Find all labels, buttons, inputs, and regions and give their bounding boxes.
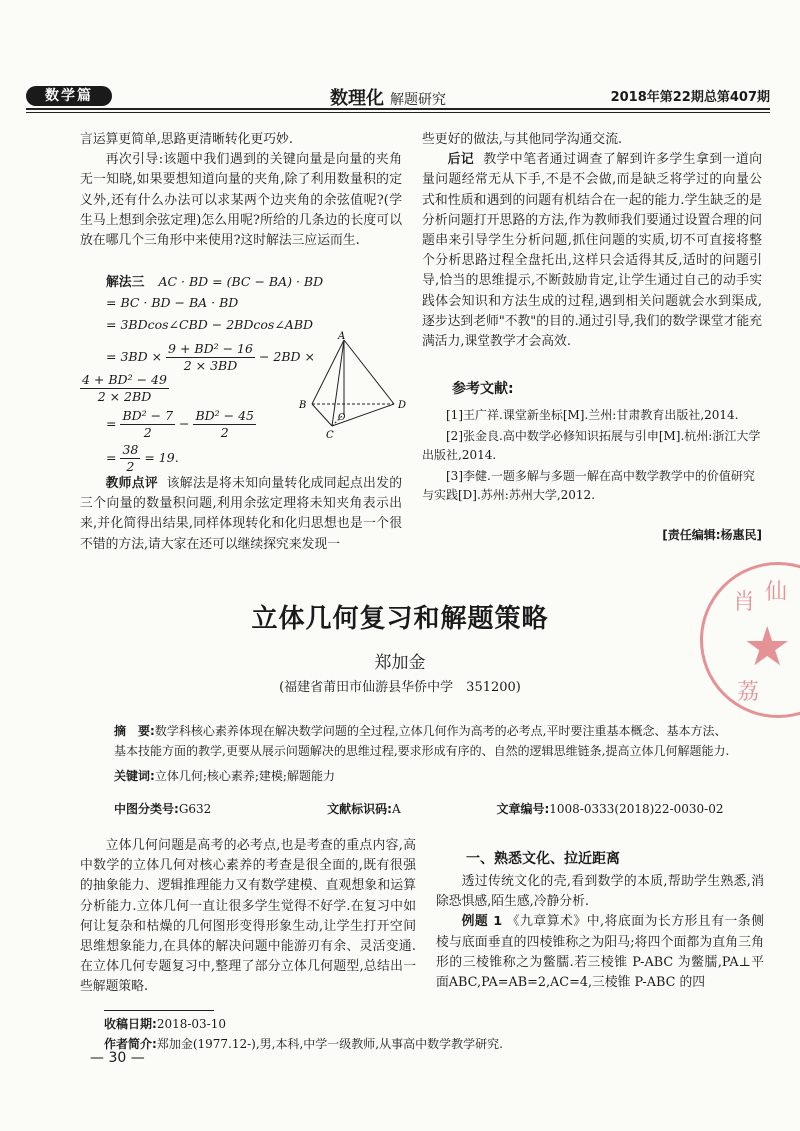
stamp-star-icon: ★ — [743, 615, 792, 678]
eq6-frac2 — [193, 408, 256, 441]
example-text: 《九章算术》中,将底面为长方形且有一条侧棱与底面垂直的四棱锥称之为阳马;将四个面都为直角三角形的三棱锥称之为鳖臑.若三棱锥 P-ABC 为鳖臑,PA⊥平面ABC,PA=AB=2,AC=4,三棱锥 P-ABC 的四 — [436, 914, 765, 991]
clc-value: G632 — [178, 802, 212, 816]
eq4-num: 9 + BD² − 16 — [168, 341, 253, 356]
stamp-char-2: 仙 — [765, 580, 788, 605]
label-A: A — [338, 331, 346, 342]
bio-label: 作者简介: — [104, 1037, 157, 1051]
classification-line — [114, 800, 754, 817]
section-1-body — [436, 872, 764, 993]
right-column-top — [422, 130, 762, 352]
brand-sub: 解题研究 — [390, 92, 446, 108]
eq6-num2: BD² − 45 — [195, 408, 255, 423]
ref-item-1: [1]王广祥.课堂新坐标[M].兰州:甘肃教育出版社,2014. — [446, 408, 739, 422]
right-p1: 些更好的做法,与其他同学沟通交流. — [422, 132, 623, 147]
left-p1: 言运算更简单,思路更清晰转化更巧妙. — [80, 132, 293, 147]
example-label: 例题 1 — [461, 914, 503, 930]
postscript-text: 教学中笔者通过调查了解到许多学生拿到一道向量问题经常无从下手,不是不会做,而是缺乏将学过的向量公式和性质和遇到的问题有机结合在一起的能力.学生缺乏的是分析问题打开思路的方法,作为教师我们要通过设置合理的问题串来引导学生分析问题,抓住问题的实质,切不可直接将整个分析思路过程全盘托出,这样只会适得其反,适时的问题引导,恰当的思维提示,不断鼓励肯定,让学生通过自己的动手实践体会知识和方法生成的过程,遇到相关问题就会水到渠成,逐步达到老师"不教"的目的.通过引导,我们的数学课堂才能充满活力,课堂教学才会高效. — [422, 152, 763, 350]
eq5-num: 4 + BD² − 49 — [82, 372, 167, 387]
received-label: 收稿日期: — [104, 1017, 157, 1031]
eq-line-2: = BC · BD − BA · BD — [106, 295, 239, 310]
eq-line-1: AC · BD = (BC − BA) · BD — [158, 274, 324, 289]
eq5-den: 2 × 2BD — [97, 389, 152, 404]
eq7-num: 38 — [122, 442, 139, 457]
artno-label: 文章编号: — [496, 802, 550, 816]
intro-text: 立体几何问题是高考的必考点,也是考查的重点内容,高中数学的立体几何对核心素养的考查是很全面的,既有很强的抽象能力、逻辑推理能力又有数学建模、直观想象和运算分析能力.立体几何一直让很多学生觉得不好学.在复习中如何让复杂和枯燥的几何图形变得形象生动,让学生打开空间思维想象能力,在具体的解决问题中能游刃有余、灵活变通.在立体几何专题复习中,整理了部分立体几何题型,总结出一些解题策略. — [80, 838, 416, 995]
teacher-text: 该解法是将未知向量转化成同起点出发的三个向量的数量积问题,利用余弦定理将未知夹角表示出来,并化简得出结果,同样体现转化和化归思想也是一个很不错的方法,请大家在还可以继续探究来发现一 — [80, 476, 403, 552]
header-rule — [26, 108, 770, 110]
eq4-den: 2 × 3BD — [183, 358, 238, 373]
tetrahedron-figure — [290, 330, 410, 442]
eq7-den: 2 — [126, 459, 135, 474]
abstract-label: 摘 要: — [114, 724, 155, 738]
footnote-rule — [104, 1010, 214, 1011]
keywords-text: 立体几何;核心素养;建模;解题能力 — [154, 769, 335, 783]
eq-line-6: = $\frac{\text{BD² − 7}}{2}$ − $\frac{\text{BD² − 45}}{2}$ — [106, 408, 255, 440]
eq6-den1: 2 — [143, 425, 152, 440]
abstract-block — [114, 722, 734, 787]
label-O: O — [338, 413, 346, 423]
clc-label: 中图分类号: — [114, 802, 179, 816]
footnotes — [104, 1014, 764, 1054]
bio-value: 郑加金(1977.12-),男,本科,中学一级教师,从事高中数学教学研究. — [156, 1037, 503, 1051]
method3-label: 解法三 — [106, 275, 145, 290]
artno-value: 1008-0333(2018)22-0030-02 — [549, 802, 724, 816]
intro-paragraph — [80, 836, 416, 998]
eq4-suffix: − 2BD × — [258, 349, 316, 364]
eq6-num1: BD² − 7 — [122, 408, 174, 423]
label-C: C — [326, 430, 334, 441]
teacher-comment — [80, 474, 402, 555]
eq-line-3: = 3BDcos∠CBD − 2BDcos∠ABD — [106, 317, 314, 332]
stamp-char-3: 荔 — [737, 680, 760, 705]
issue-info: 2018年第22期总第407期 — [610, 90, 770, 105]
eq4-frac — [166, 341, 255, 374]
article-author: 郑加金 — [374, 653, 426, 673]
journal-brand — [330, 84, 446, 110]
stamp-char-1: 肖 — [733, 590, 756, 615]
left-p2: 再次引导:该题中我们遇到的关键向量是向量的夹角无一知晓,如果要想知道向量的夹角,除了利用数量积的定义外,还有什么办法可以求某两个边夹角的余弦值呢?(学生马上想到余弦定理)怎么用呢?所给的几条边的长度可以放在哪几个三角形中来使用?这时解法三应运而生. — [80, 152, 402, 249]
postscript-label: 后记 — [447, 152, 475, 168]
eq-line-5 — [80, 372, 169, 405]
section-1-p1: 透过传统文化的壳,看到数学的本质,帮助学生熟悉,消除恐惧感,陌生感,冷静分析. — [436, 874, 764, 910]
article-title: 立体几何复习和解题策略 — [251, 604, 549, 634]
keywords-label: 关键词: — [114, 769, 155, 783]
header-rule-thin — [26, 112, 770, 113]
page-number: — 30 — — [90, 1050, 145, 1066]
brand-name: 数理化 — [330, 88, 384, 109]
label-D: D — [398, 400, 407, 411]
eq5-frac — [80, 372, 169, 405]
eq6-frac1 — [120, 408, 175, 441]
teacher-label: 教师点评 — [105, 476, 158, 491]
left-column-top — [80, 130, 402, 251]
doc-label: 文献标识码: — [327, 802, 392, 816]
label-B: B — [299, 400, 307, 411]
eq7-suffix: = 19. — [144, 450, 179, 465]
editor-credit: [责任编辑:杨惠民] — [662, 528, 762, 542]
section-1-title: 一、熟悉文化、拉近距离 — [466, 851, 620, 867]
eq7-frac — [120, 442, 140, 475]
eq-line-7: = $\frac{38}{2}$ = 19. — [106, 442, 179, 474]
eq6-den2: 2 — [220, 425, 229, 440]
eq4-prefix: = 3BD × — [106, 349, 163, 364]
abstract-text: 数学科核心素养体现在解决数学问题的全过程,立体几何作为高考的必考点,平时要注重基本概念、基本方法、基本技能方面的教学,更要从展示问题解决的思维过程,要求形成有序的、自然的逻辑思维链条,提高立体几何解题能力. — [114, 724, 730, 758]
ref-item-3: [3]李健.一题多解与多题一解在高中数学教学中的价值研究与实践[D].苏州:苏州大学,2012. — [422, 469, 755, 502]
refs-list — [422, 406, 762, 505]
received-value: 2018-03-10 — [156, 1017, 226, 1031]
article-affiliation: (福建省莆田市仙游县华侨中学 351200) — [279, 680, 521, 695]
doc-value: A — [391, 802, 401, 816]
ref-item-2: [2]张金良.高中数学必修知识拓展与引申[M].杭州:浙江大学出版社,2014. — [422, 429, 761, 462]
refs-title: 参考文献: — [452, 381, 514, 397]
section-badge: 数学篇 — [26, 86, 112, 106]
